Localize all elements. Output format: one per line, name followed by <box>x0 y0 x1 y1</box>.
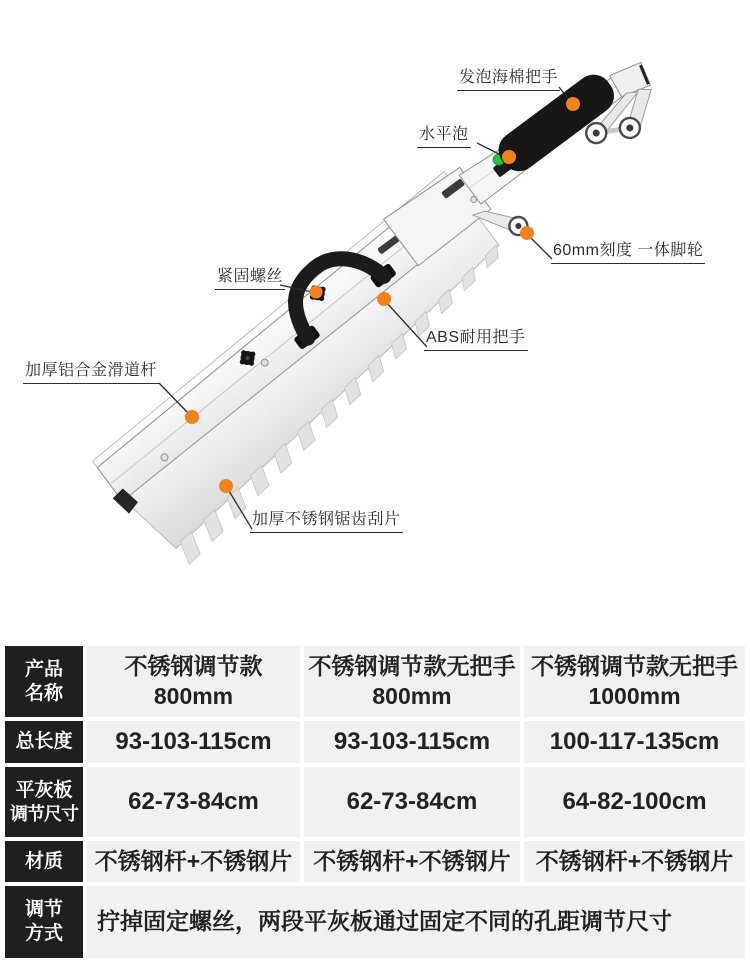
spec-material-col3: 不锈钢杆+不锈钢片 <box>524 841 745 882</box>
spec-label-total-length: 总长度 <box>5 721 83 763</box>
marker-dot <box>219 479 233 493</box>
spec-material-col2: 不锈钢杆+不锈钢片 <box>304 841 520 882</box>
spec-label-adjust-method: 调节 方式 <box>5 886 83 958</box>
callout-caster: 60mm刻度 一体脚轮 <box>551 237 705 264</box>
spec-table <box>5 646 745 958</box>
spec-label-board-adjust-size: 平灰板 调节尺寸 <box>5 767 83 837</box>
spec-adjust-method-content: 拧掉固定螺丝，两段平灰板通过固定不同的孔距调节尺寸 <box>87 886 745 958</box>
spec-total-length-col3: 100-117-135cm <box>524 721 745 763</box>
marker-dot <box>520 226 534 240</box>
marker-dot <box>185 410 199 424</box>
spec-total-length-col1: 93-103-115cm <box>87 721 300 763</box>
spec-label-material: 材质 <box>5 841 83 882</box>
spec-board-adjust-col2: 62-73-84cm <box>304 767 520 837</box>
callout-blade: 加厚不锈钢锯齿刮片 <box>250 506 403 533</box>
callout-level-bubble: 水平泡 <box>417 121 471 148</box>
spec-label-product-name: 产品 名称 <box>5 646 83 717</box>
spec-material-col1: 不锈钢杆+不锈钢片 <box>87 841 300 882</box>
marker-dot <box>566 97 580 111</box>
spec-product-name-col2: 不锈钢调节款无把手 800mm <box>304 646 520 717</box>
marker-dot <box>377 292 391 306</box>
tool-body <box>74 38 720 577</box>
spec-board-adjust-col1: 62-73-84cm <box>87 767 300 837</box>
spec-product-name-col3: 不锈钢调节款无把手 1000mm <box>524 646 745 717</box>
spec-product-name-col1: 不锈钢调节款 800mm <box>87 646 300 717</box>
callout-abs-handle: ABS耐用把手 <box>424 324 528 351</box>
marker-dot <box>502 150 516 164</box>
callout-foam-handle: 发泡海棉把手 <box>457 64 560 91</box>
spec-board-adjust-col3: 64-82-100cm <box>524 767 745 837</box>
spec-total-length-col2: 93-103-115cm <box>304 721 520 763</box>
callout-slide-rod: 加厚铝合金滑道杆 <box>23 357 159 384</box>
marker-dot <box>310 286 323 299</box>
callout-fastening-screw: 紧固螺丝 <box>215 263 285 290</box>
